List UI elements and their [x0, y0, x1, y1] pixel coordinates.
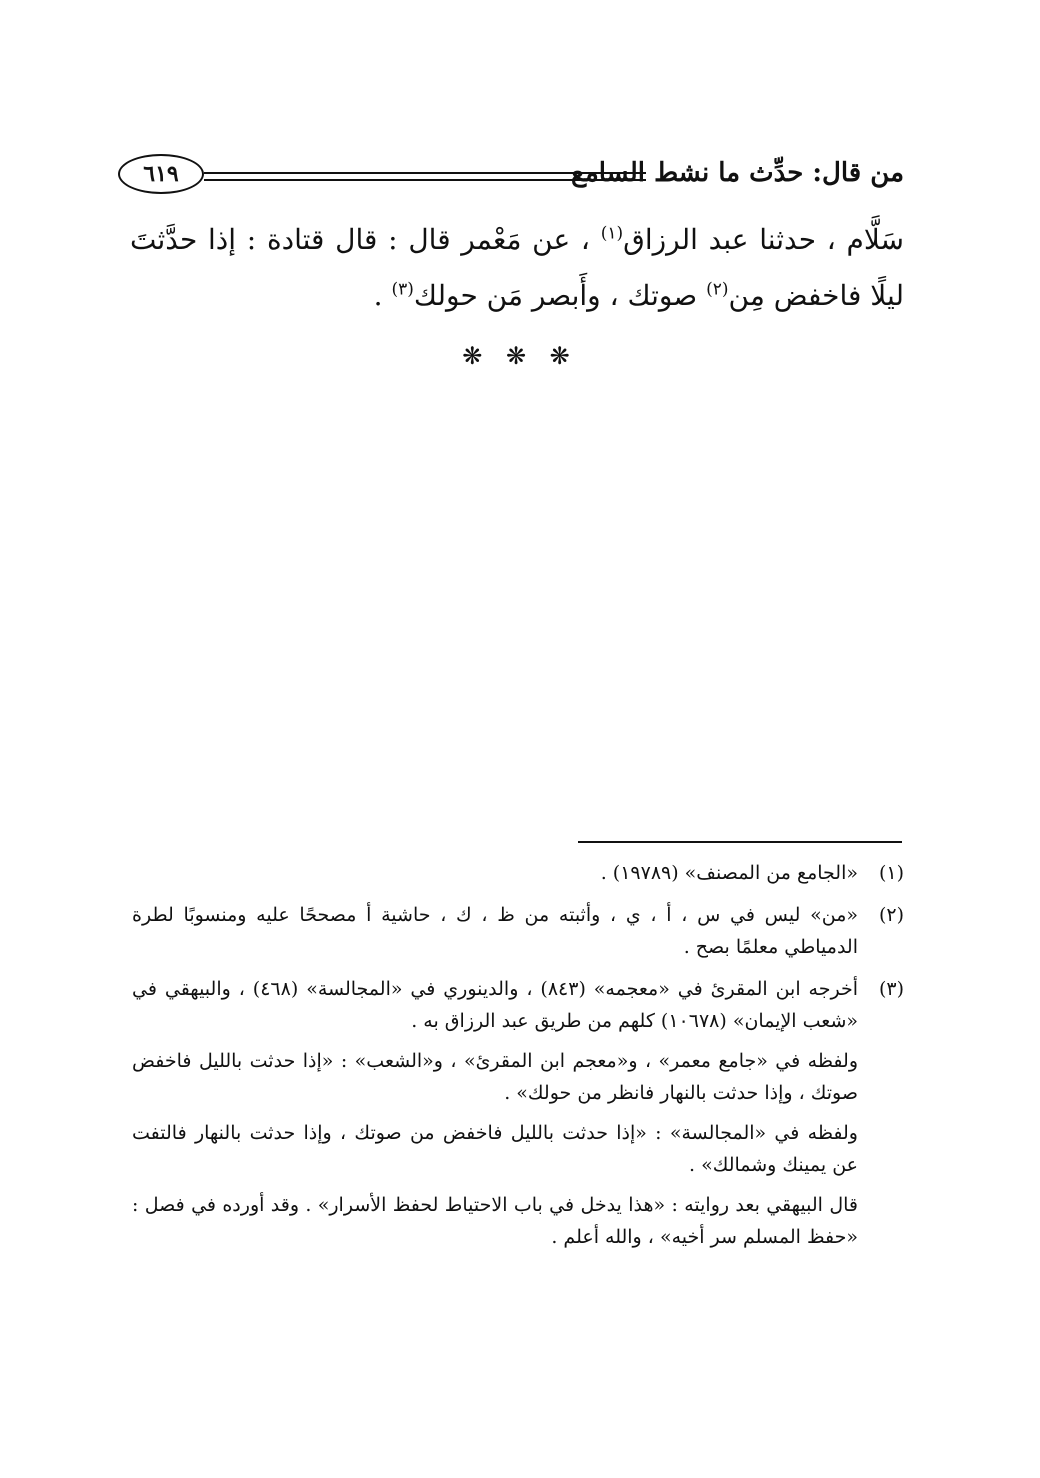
header-double-rule [204, 172, 646, 181]
footnote-marker-2: (٢) [706, 279, 729, 300]
chapter-title: من قال: حدِّث ما نشط السامع [571, 158, 904, 188]
main-text [130, 212, 904, 324]
footnote-number: (٣) [878, 978, 904, 1000]
footnote-paragraph: ولفظه في «المجالسة» : «إذا حدثت بالليل فاخفض من صوتك ، وإذا حدثت بالنهار فالتفت عن يمينك وشمالك» . [132, 1122, 858, 1176]
footnote-3 [132, 973, 904, 1253]
footnote-2 [132, 899, 904, 963]
footnote-number: (٢) [878, 904, 904, 926]
footnote-marker-3: (٣) [391, 279, 414, 300]
running-header [118, 152, 904, 204]
text-segment: صوتك ، وأَبصر مَن حولك [413, 279, 707, 312]
text-segment: سَلَّام ، حدثنا عبد الرزاق [623, 223, 904, 256]
footnote-separator-rule [578, 841, 902, 843]
footnote-number: (١) [878, 862, 904, 884]
footnote-paragraph: قال البيهقي بعد روايته : «هذا يدخل في باب الاحتياط لحفظ الأسرار» . وقد أورده في فصل : «حفظ المسلم سر أخيه» ، والله أعلم . [132, 1194, 858, 1248]
footnotes [132, 857, 904, 1263]
footnote-text: «الجامع من المصنف» (١٩٧٨٩) . [600, 862, 858, 884]
footnote-paragraph: ولفظه في «جامع معمر» ، و«معجم ابن المقرئ» ، و«الشعب» : «إذا حدثت بالليل فاخفض صوتك ، وإذا حدثت بالنهار فانظر من حولك» . [132, 1050, 858, 1104]
footnote-text: «من» ليس في س ، أ ، ي ، وأثبته من ظ ، ك ، حاشية أ مصححًا عليه ومنسوبًا لطرة الدمياطي معلمًا بصح . [132, 904, 859, 958]
footnote-marker-1: (١) [600, 223, 624, 244]
footnote-text: أخرجه ابن المقرئ في «معجمه» (٨٤٣) ، والدينوري في «المجالسة» (٤٦٨) ، والبيهقي في «شعب الإيمان» (١٠٦٧٨) كلهم من طريق عبد الرزاق به . [132, 978, 858, 1032]
section-separator: ❋ ❋ ❋ [462, 342, 578, 370]
text-segment: ، عن مَعْمر قال : قال قتادة : إذا حدَّثتَ ليلًا فاخفض مِن [130, 223, 904, 312]
footnote-1 [132, 857, 904, 889]
page-number-badge: ٦١٩ [118, 154, 204, 194]
text-segment: . [373, 279, 392, 312]
main-paragraph [130, 212, 904, 324]
